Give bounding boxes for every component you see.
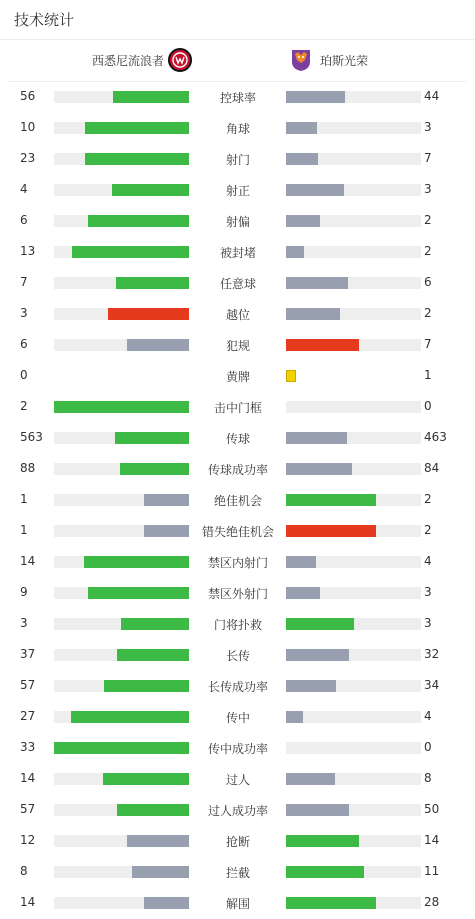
away-value: 84 (424, 461, 440, 475)
away-bar-track (286, 525, 421, 537)
stat-label: 被封堵 (219, 246, 256, 260)
stat-row (0, 733, 475, 764)
home-value: 14 (20, 895, 36, 909)
away-value: 3 (424, 120, 432, 134)
stat-row (0, 795, 475, 826)
away-bar (286, 432, 347, 444)
stat-row (0, 578, 475, 609)
home-bar-track (54, 401, 189, 413)
home-bar-track (54, 246, 189, 258)
stat-label: 传球成功率 (207, 463, 268, 477)
stat-label: 射偏 (225, 215, 250, 229)
away-bar-track (286, 711, 421, 723)
away-bar-track (286, 897, 421, 909)
away-bar (286, 122, 317, 134)
home-bar-track (54, 835, 189, 847)
home-bar (116, 277, 189, 289)
away-value: 44 (424, 89, 440, 103)
stat-row (0, 237, 475, 268)
home-bar (120, 463, 189, 475)
stat-label: 错失绝佳机会 (201, 525, 274, 539)
home-bar (88, 587, 189, 599)
home-bar (127, 835, 189, 847)
away-value: 34 (424, 678, 440, 692)
stat-row (0, 485, 475, 516)
home-bar-track (54, 556, 189, 568)
away-bar (286, 711, 303, 723)
home-bar (85, 153, 189, 165)
home-value: 6 (20, 337, 28, 351)
home-bar (113, 91, 189, 103)
stat-row (0, 888, 475, 919)
away-bar-track (286, 556, 421, 568)
away-bar-track (286, 463, 421, 475)
home-bar (144, 525, 189, 537)
home-bar (71, 711, 189, 723)
page-title: 技术统计 (14, 11, 75, 29)
away-value: 14 (424, 833, 440, 847)
home-bar (117, 649, 189, 661)
home-value: 88 (20, 461, 36, 475)
stat-label: 门将扑救 (213, 618, 262, 632)
away-bar (286, 866, 364, 878)
home-bar-track (54, 618, 189, 630)
home-value: 56 (20, 89, 36, 103)
away-bar (286, 804, 349, 816)
away-bar (286, 494, 376, 506)
home-value: 8 (20, 864, 28, 878)
away-bar (286, 649, 349, 661)
stat-label: 传球 (225, 432, 250, 446)
away-value: 3 (424, 616, 432, 630)
stat-row (0, 826, 475, 857)
home-team-name: 西悉尼流浪者 (91, 53, 164, 68)
home-bar-track (54, 122, 189, 134)
stat-row (0, 454, 475, 485)
home-value: 0 (20, 368, 28, 382)
stat-row (0, 175, 475, 206)
away-bar (286, 525, 376, 537)
away-value: 32 (424, 647, 440, 661)
away-bar (286, 277, 348, 289)
teams-bar (8, 40, 467, 82)
home-value: 23 (20, 151, 36, 165)
away-bar-track (286, 401, 421, 413)
home-bar (54, 742, 189, 754)
away-value: 7 (424, 337, 432, 351)
away-value: 463 (424, 430, 447, 444)
home-bar (104, 680, 189, 692)
stat-label: 禁区内射门 (207, 556, 268, 570)
perth-glory-logo-icon (290, 48, 312, 72)
away-bar (286, 339, 359, 351)
home-bar-track (54, 91, 189, 103)
away-bar-track (286, 153, 421, 165)
stat-row (0, 609, 475, 640)
stat-row (0, 392, 475, 423)
stat-row (0, 82, 475, 113)
away-bar-track (286, 742, 421, 754)
home-bar-track (54, 680, 189, 692)
away-value: 0 (424, 740, 432, 754)
stat-row (0, 361, 475, 392)
away-bar-track (286, 773, 421, 785)
away-bar (286, 153, 318, 165)
home-bar (54, 401, 189, 413)
away-bar (286, 587, 320, 599)
home-value: 6 (20, 213, 28, 227)
away-bar (286, 556, 316, 568)
stat-row (0, 423, 475, 454)
away-value: 50 (424, 802, 440, 816)
home-value: 9 (20, 585, 28, 599)
stat-label: 任意球 (219, 277, 256, 291)
away-bar (286, 773, 335, 785)
home-bar-track (54, 432, 189, 444)
away-value: 1 (424, 368, 432, 382)
away-bar-track (286, 680, 421, 692)
home-value: 14 (20, 771, 36, 785)
stat-row (0, 671, 475, 702)
home-value: 1 (20, 492, 28, 506)
home-value: 37 (20, 647, 36, 661)
away-bar-track (286, 339, 421, 351)
away-value: 4 (424, 554, 432, 568)
home-bar-track (54, 215, 189, 227)
home-bar-track (54, 773, 189, 785)
away-bar-track (286, 618, 421, 630)
away-bar-track (286, 432, 421, 444)
home-value: 1 (20, 523, 28, 537)
away-bar-track (286, 246, 421, 258)
home-value: 10 (20, 120, 36, 134)
stat-label: 黄牌 (225, 370, 250, 384)
stat-label: 控球率 (219, 91, 256, 105)
stat-row (0, 702, 475, 733)
away-bar-track (286, 122, 421, 134)
stat-label: 传中成功率 (207, 742, 268, 756)
home-bar (144, 897, 189, 909)
away-value: 11 (424, 864, 440, 878)
home-value: 7 (20, 275, 28, 289)
home-bar-track (54, 742, 189, 754)
home-value: 33 (20, 740, 36, 754)
away-bar-track (286, 308, 421, 320)
stat-label: 长传 (225, 649, 250, 663)
away-bar (286, 618, 354, 630)
stat-row (0, 547, 475, 578)
home-value: 3 (20, 306, 28, 320)
stat-label: 越位 (225, 308, 250, 322)
home-bar-track (54, 866, 189, 878)
away-bar (286, 184, 344, 196)
stat-label: 拦截 (225, 866, 250, 880)
home-value: 563 (20, 430, 43, 444)
away-bar (286, 897, 376, 909)
away-bar-track (286, 494, 421, 506)
away-value: 2 (424, 213, 432, 227)
away-bar-track (286, 649, 421, 661)
stat-label: 犯规 (225, 339, 250, 353)
away-value: 2 (424, 306, 432, 320)
stat-row (0, 113, 475, 144)
away-value: 0 (424, 399, 432, 413)
away-bar (286, 680, 336, 692)
home-bar-track (54, 494, 189, 506)
away-value: 2 (424, 244, 432, 258)
stat-row (0, 144, 475, 175)
stat-label: 击中门框 (213, 401, 262, 415)
home-bar (85, 122, 189, 134)
stat-row (0, 299, 475, 330)
stat-label: 长传成功率 (207, 680, 268, 694)
home-bar-track (54, 277, 189, 289)
home-bar-track (54, 649, 189, 661)
yellow-card-icon (286, 370, 296, 382)
stats-header (0, 0, 475, 40)
away-value: 7 (424, 151, 432, 165)
stat-row (0, 857, 475, 888)
home-bar-track (54, 308, 189, 320)
home-value: 57 (20, 802, 36, 816)
away-bar (286, 835, 359, 847)
home-value: 2 (20, 399, 28, 413)
away-bar (286, 246, 304, 258)
home-bar (103, 773, 189, 785)
home-value: 4 (20, 182, 28, 196)
home-bar-track (54, 804, 189, 816)
stat-label: 传中 (225, 711, 250, 725)
home-bar-track (54, 587, 189, 599)
home-bar-track (54, 463, 189, 475)
away-team-name: 珀斯光荣 (320, 53, 369, 68)
wanderers-logo-icon (168, 48, 192, 72)
home-bar-track (54, 339, 189, 351)
away-bar-track (286, 804, 421, 816)
home-bar (88, 215, 189, 227)
home-bar-track (54, 184, 189, 196)
away-bar-track (286, 91, 421, 103)
home-value: 57 (20, 678, 36, 692)
home-value: 14 (20, 554, 36, 568)
away-value: 2 (424, 523, 432, 537)
home-bar (108, 308, 189, 320)
away-team[interactable] (290, 48, 368, 72)
home-bar (144, 494, 189, 506)
stat-label: 抢断 (225, 835, 250, 849)
home-bar (121, 618, 189, 630)
home-value: 27 (20, 709, 36, 723)
stat-row (0, 516, 475, 547)
away-bar (286, 91, 345, 103)
away-value: 3 (424, 182, 432, 196)
home-bar (84, 556, 189, 568)
home-bar (72, 246, 189, 258)
away-bar (286, 308, 340, 320)
away-value: 3 (424, 585, 432, 599)
stat-label: 角球 (225, 122, 250, 136)
home-bar-track (54, 525, 189, 537)
home-bar-track (54, 711, 189, 723)
away-bar-track (286, 215, 421, 227)
away-value: 8 (424, 771, 432, 785)
away-value: 6 (424, 275, 432, 289)
home-bar (112, 184, 189, 196)
stat-row (0, 268, 475, 299)
home-bar (117, 804, 189, 816)
away-value: 28 (424, 895, 440, 909)
stat-label: 过人 (225, 773, 250, 787)
away-value: 2 (424, 492, 432, 506)
home-value: 13 (20, 244, 36, 258)
away-value: 4 (424, 709, 432, 723)
stat-row (0, 640, 475, 671)
stat-label: 解围 (225, 897, 250, 911)
home-team[interactable] (92, 48, 192, 72)
away-bar-track (286, 835, 421, 847)
home-bar-track (54, 897, 189, 909)
home-bar (127, 339, 189, 351)
home-bar-track (54, 153, 189, 165)
away-bar (286, 463, 352, 475)
stat-label: 绝佳机会 (213, 494, 262, 508)
away-bar-track (286, 277, 421, 289)
stat-row (0, 330, 475, 361)
stat-label: 射门 (225, 153, 250, 167)
stat-row (0, 764, 475, 795)
home-value: 3 (20, 616, 28, 630)
stat-label: 过人成功率 (207, 804, 268, 818)
stat-row (0, 206, 475, 237)
home-bar (115, 432, 189, 444)
away-bar-track (286, 866, 421, 878)
away-bar (286, 215, 320, 227)
home-bar (132, 866, 189, 878)
away-bar-track (286, 587, 421, 599)
home-value: 12 (20, 833, 36, 847)
stat-label: 禁区外射门 (207, 587, 268, 601)
stat-label: 射正 (225, 184, 250, 198)
away-bar-track (286, 184, 421, 196)
stats-list (0, 82, 475, 919)
